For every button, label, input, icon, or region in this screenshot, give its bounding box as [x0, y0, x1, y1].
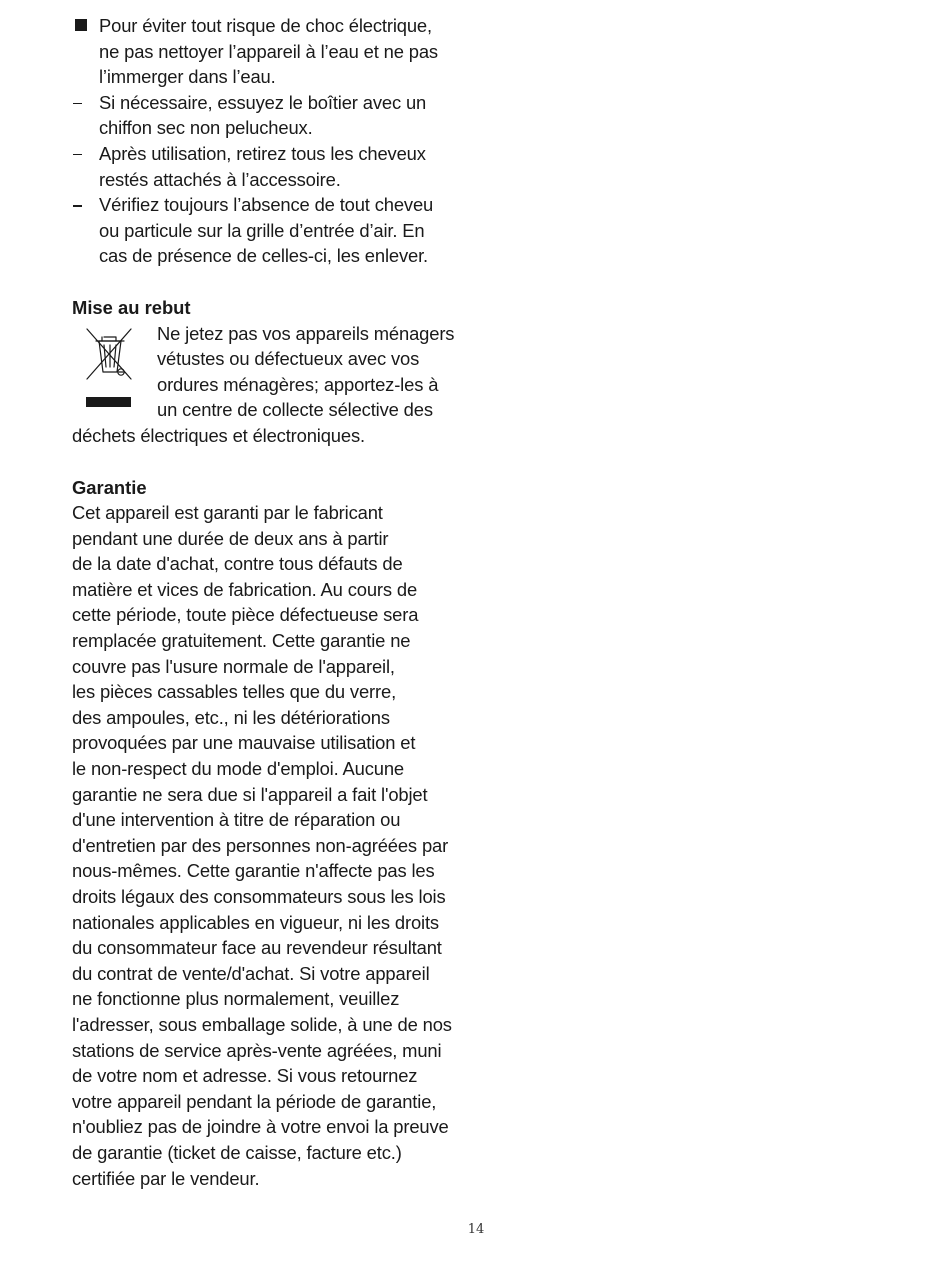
disposal-line: Ne jetez pas vos appareils ménagers: [157, 322, 455, 344]
warranty-line: Cet appareil est garanti par le fabricant: [72, 502, 383, 524]
warranty-line: matière et vices de fabrication. Au cours de: [72, 578, 418, 600]
warranty-line: provoquées par une mauvaise utilisation et: [72, 732, 416, 754]
warranty-heading: Garantie: [72, 476, 147, 498]
dash-bullet-icon: [72, 90, 92, 116]
disposal-section: [72, 321, 472, 449]
maintenance-item-line: ne pas nettoyer l’appareil à l’eau et ne pas: [99, 40, 438, 62]
maintenance-item-accessory: [72, 141, 472, 192]
maintenance-item-electric-shock: [72, 13, 472, 90]
maintenance-item-air-grid: [72, 192, 472, 269]
warranty-line: du consommateur face au revendeur résultant: [72, 937, 442, 959]
maintenance-list: [72, 13, 472, 269]
warranty-line: des ampoules, etc., ni les détériorations: [72, 706, 390, 728]
text-column: [72, 13, 472, 1191]
warranty-line: garantie ne sera due si l'appareil a fait l'objet: [72, 783, 428, 805]
warranty-line: de votre nom et adresse. Si vous retournez: [72, 1065, 418, 1087]
warranty-line: ne fonctionne plus normalement, veuillez: [72, 988, 400, 1010]
maintenance-item-line: restés attachés à l’accessoire.: [99, 168, 341, 190]
warranty-line: votre appareil pendant la période de garantie,: [72, 1090, 437, 1112]
warranty-line: d'entretien par des personnes non-agréées par: [72, 834, 449, 856]
warranty-paragraph: [72, 500, 472, 1191]
warranty-line: l'adresser, sous emballage solide, à une de nos: [72, 1013, 452, 1035]
warranty-line: n'oubliez pas de joindre à votre envoi la preuve: [72, 1116, 449, 1138]
warranty-line: nous-mêmes. Cette garantie n'affecte pas les: [72, 860, 435, 882]
maintenance-item-line: Si nécessaire, essuyez le boîtier avec un: [99, 91, 427, 113]
warranty-line: de la date d'achat, contre tous défauts de: [72, 553, 403, 575]
maintenance-item-line: l’immerger dans l’eau.: [99, 66, 276, 88]
warranty-line: le non-respect du mode d'emploi. Aucune: [72, 758, 404, 780]
warranty-line: les pièces cassables telles que du verre,: [72, 681, 397, 703]
disposal-line: un centre de collecte sélective des: [157, 399, 433, 421]
warranty-line: cette période, toute pièce défectueuse sera: [72, 604, 419, 626]
square-bullet-icon: [72, 13, 92, 39]
warranty-line: d'une intervention à titre de réparation ou: [72, 809, 401, 831]
warranty-line: du contrat de vente/d'achat. Si votre appareil: [72, 962, 430, 984]
warranty-line: couvre pas l'usure normale de l'appareil,: [72, 655, 395, 677]
warranty-line: droits légaux des consommateurs sous les lois: [72, 886, 446, 907]
crossed-out-wheeled-bin-icon: [82, 327, 138, 411]
page-number: 14: [467, 1222, 485, 1237]
warranty-line: stations de service après-vente agréées, muni: [72, 1039, 442, 1061]
maintenance-item-line: Pour éviter tout risque de choc électrique,: [99, 15, 432, 36]
disposal-last-line: déchets électriques et électroniques.: [72, 424, 365, 446]
dash-bullet-icon: [72, 192, 92, 218]
warranty-line: certifiée par le vendeur.: [72, 1167, 260, 1189]
maintenance-item-line: Après utilisation, retirez tous les cheveux: [99, 142, 426, 164]
maintenance-item-line: cas de présence de celles-ci, les enlever.: [99, 245, 428, 267]
maintenance-item-line: chiffon sec non pelucheux.: [99, 117, 313, 139]
maintenance-item-line: Vérifiez toujours l’absence de tout cheveu: [99, 194, 434, 216]
warranty-line: pendant une durée de deux ans à partir: [72, 527, 389, 549]
warranty-line: de garantie (ticket de caisse, facture etc.): [72, 1141, 402, 1163]
disposal-line: vétustes ou défectueux avec vos: [157, 348, 420, 370]
dash-bullet-icon: [72, 141, 92, 167]
warranty-line: remplacée gratuitement. Cette garantie ne: [72, 630, 411, 652]
maintenance-item-housing: [72, 90, 472, 141]
warranty-line: nationales applicables en vigueur, ni les droits: [72, 911, 439, 933]
disposal-heading: Mise au rebut: [72, 296, 191, 318]
maintenance-item-line: ou particule sur la grille d’entrée d’air. En: [99, 219, 425, 241]
disposal-line: ordures ménagères; apportez-les à: [157, 373, 439, 395]
